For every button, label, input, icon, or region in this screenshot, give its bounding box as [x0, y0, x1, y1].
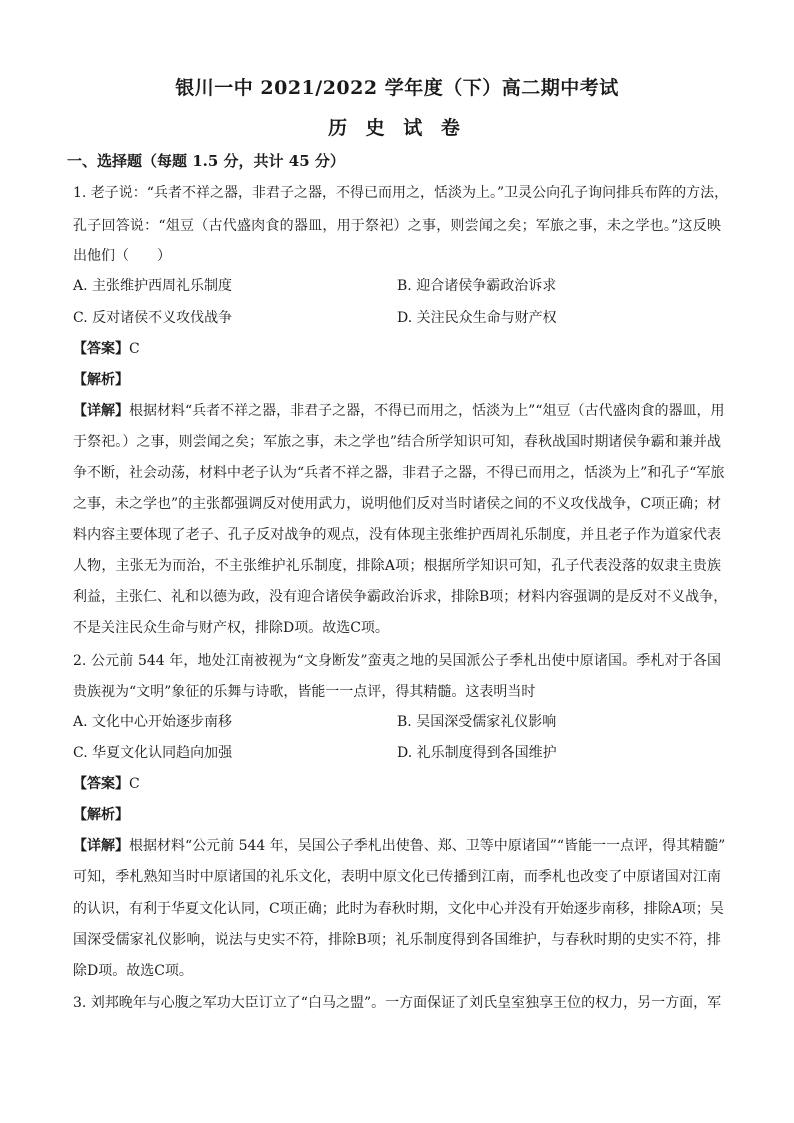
- q1-option-a: A. 主张维护西周礼乐制度: [73, 278, 233, 294]
- q2-detail-line-1: 【详解】根据材料“公元前 544 年，吴国公子季札出使鲁、郑、卫等中原诸国”“皆能一一点评，得其精髓”: [73, 838, 726, 854]
- q2-detail-line-5: 除D项。故选C项。: [73, 963, 193, 979]
- q3-stem-line-1: 3. 刘邦晚年与心腹之军功大臣订立了“白马之盟”。一方面保证了刘氏皇室独享王位的权力，另一方面，军: [73, 995, 722, 1011]
- q1-option-d: D. 关注民众生命与财产权: [397, 310, 557, 326]
- detail-label: 【详解】: [73, 403, 129, 419]
- q2-detail-line-4: 国深受儒家礼仪影响，说法与史实不符，排除B项；礼乐制度得到各国维护，与春秋时期的史实不符，排: [73, 932, 721, 948]
- answer-label: 【答案】: [73, 776, 129, 792]
- answer-value: C: [129, 341, 140, 357]
- q2-detail-line-2: 可知，季札熟知当时中原诸国的礼乐文化，表明中原文化已传播到江南，而季札也改变了中原诸国对江南: [73, 869, 721, 885]
- q2-analysis-label: 【解析】: [73, 807, 129, 823]
- q1-answer: [73, 340, 140, 358]
- q1-detail-line-6: 人物，主张无为而治，不主张维护礼乐制度，排除A项；根据所学知识可知，孔子代表没落的奴隶主贵族: [73, 558, 721, 574]
- answer-value: C: [129, 776, 140, 792]
- q1-detail-line-4: 之事，未之学也”的主张都强调反对使用武力，说明他们反对当时诸侯之间的不义攻伐战争，C项正确；材: [73, 496, 721, 512]
- q1-analysis-label: 【解析】: [73, 372, 129, 388]
- q2-answer: [73, 775, 140, 793]
- q2-option-d: D. 礼乐制度得到各国维护: [397, 745, 557, 761]
- section-title: 一、选择题（每题 1.5 分，共计 45 分）: [67, 152, 345, 170]
- answer-label: 【答案】: [73, 341, 129, 357]
- q1-stem-line-3: 出他们（ ）: [73, 248, 171, 264]
- q1-option-c: C. 反对诸侯不义攻伐战争: [73, 310, 233, 326]
- q1-detail-line-5: 料内容主要体现了老子、孔子反对战争的观点，没有体现主张维护西周礼乐制度，并且老子作为道家代表: [73, 527, 721, 543]
- q1-stem-line-1: 1. 老子说：“兵者不祥之器，非君子之器，不得已而用之，恬淡为上。”卫灵公向孔子询问排兵布阵的方法，: [73, 185, 729, 201]
- q2-option-c: C. 华夏文化认同趋向加强: [73, 745, 233, 761]
- q2-detail-line-3: 的认识，有利于华夏文化认同，C项正确；此时为春秋时期，文化中心并没有开始逐步南移，排除A项；吴: [73, 901, 724, 917]
- q2-option-b: B. 吴国深受儒家礼仪影响: [397, 714, 557, 730]
- q1-detail-line-3: 争不断，社会动荡，材料中老子认为“兵者不祥之器，非君子之器，不得已而用之，恬淡为上”和孔子“军旅: [73, 465, 725, 481]
- detail-label: 【详解】: [73, 838, 129, 854]
- q1-stem-line-2: 孔子回答说：“俎豆（古代盛肉食的器皿，用于祭祀）之事，则尝闻之矣；军旅之事，未之学也。”这反映: [73, 218, 721, 234]
- exam-subtitle: 历 史 试 卷: [328, 117, 466, 139]
- q1-detail-line-8: 不是关注民众生命与财产权，排除D项。故选C项。: [73, 620, 389, 636]
- q1-detail-line-1: 【详解】根据材料“兵者不祥之器，非君子之器，不得已而用之，恬淡为上”“俎豆（古代盛肉食的器皿，用: [73, 403, 725, 419]
- q2-stem-line-1: 2. 公元前 544 年，地处江南被视为“文身断发”蛮夷之地的吴国派公子季札出使中原诸国。季札对于各国: [73, 653, 721, 669]
- q2-option-a: A. 文化中心开始逐步南移: [73, 714, 233, 730]
- q1-option-b: B. 迎合诸侯争霸政治诉求: [397, 278, 557, 294]
- exam-title: 银川一中 2021/2022 学年度（下）高二期中考试: [175, 77, 619, 99]
- q1-detail-line-7: 利益，主张仁、礼和以德为政，没有迎合诸侯争霸政治诉求，排除B项；材料内容强调的是反对不义战争，: [73, 589, 728, 605]
- q1-detail-line-2: 于祭祀。）之事，则尝闻之矣；军旅之事，未之学也”结合所学知识可知，春秋战国时期诸侯争霸和兼并战: [73, 434, 721, 450]
- q2-stem-line-2: 贵族视为“文明”象征的乐舞与诗歌，皆能一一点评，得其精髓。这表明当时: [73, 684, 536, 700]
